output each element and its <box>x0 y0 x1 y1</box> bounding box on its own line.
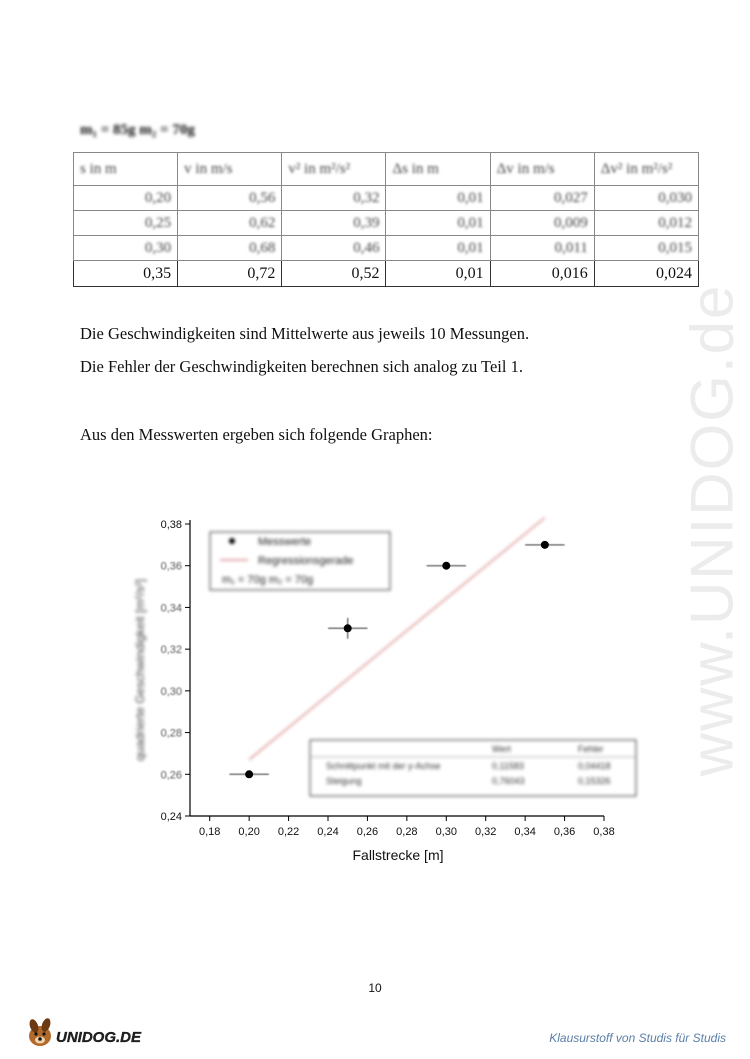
unidog-logo <box>24 1010 154 1050</box>
y-tick-label: 0,32 <box>160 644 182 657</box>
table-cell: 0,015 <box>594 236 698 261</box>
fit-results-table <box>310 740 636 796</box>
footer-tagline: Klausurstoff von Studis für Studis <box>549 1031 726 1045</box>
y-tick-label: 0,34 <box>160 602 182 615</box>
fit-row-value: 0,76043 <box>492 776 525 786</box>
y-axis-title: quadrierte Geschwindigkeit [m²/s²] <box>133 578 147 762</box>
table-cell: 0,39 <box>282 211 386 236</box>
chart-legend <box>210 532 390 590</box>
data-point-group <box>427 562 466 570</box>
dog-icon <box>28 1017 52 1046</box>
table-cell: 0,01 <box>386 261 490 287</box>
table-cell: 0,009 <box>490 211 594 236</box>
y-tick-label: 0,26 <box>160 769 182 782</box>
table-header: v in m/s <box>178 153 282 186</box>
x-axis-title: Fallstrecke [m] <box>352 847 444 863</box>
x-tick-label: 0,20 <box>238 826 260 838</box>
table-cell: 0,030 <box>594 186 698 211</box>
fit-header: Fehler <box>578 744 604 754</box>
table-cell: 0,01 <box>386 186 490 211</box>
paragraph-text: Die Fehler der Geschwindigkeiten berechnen sich analog zu Teil 1. <box>80 357 523 376</box>
table-cell: 0,25 <box>74 211 178 236</box>
fit-row-label: Schnittpunkt mit der y-Achse <box>326 761 441 771</box>
x-tick-label: 0,28 <box>396 826 418 838</box>
y-tick-label: 0,38 <box>160 519 182 531</box>
table-cell: 0,68 <box>178 236 282 261</box>
x-tick-label: 0,22 <box>277 826 300 838</box>
y-tick-label: 0,24 <box>160 811 182 823</box>
paragraph-text: Aus den Messwerten ergeben sich folgende Graphen: <box>80 425 433 444</box>
table-cell: 0,62 <box>178 211 282 236</box>
table-header: Δv in m/s <box>490 153 594 186</box>
watermark: www.UNIDOG.de <box>678 283 746 777</box>
x-tick-label: 0,18 <box>199 826 221 838</box>
y-tick-label: 0,30 <box>160 685 182 698</box>
x-tick-label: 0,24 <box>317 826 339 838</box>
table-cell: 0,011 <box>490 236 594 261</box>
x-tick-label: 0,36 <box>553 826 576 838</box>
page-number: 10 <box>368 981 382 995</box>
table-cell: 0,20 <box>74 186 178 211</box>
data-point-group <box>229 770 268 778</box>
data-point <box>442 562 450 570</box>
table-cell: 0,52 <box>282 261 386 287</box>
table-cell: 0,01 <box>386 211 490 236</box>
data-point <box>245 770 253 778</box>
x-tick-label: 0,38 <box>593 826 615 838</box>
x-tick-label: 0,34 <box>514 826 536 838</box>
data-point <box>344 624 352 632</box>
fit-row-error: 0,04418 <box>578 761 611 771</box>
x-tick-label: 0,32 <box>475 826 497 838</box>
paragraph-text: Die Geschwindigkeiten sind Mittelwerte aus jeweils 10 Messungen. <box>80 324 530 343</box>
fit-header: Wert <box>492 744 511 754</box>
table-cell: 0,012 <box>594 211 698 236</box>
data-point-group <box>525 541 564 549</box>
logo-text: UNIDOG.DE <box>56 1029 142 1046</box>
fit-row-value: 0,11583 <box>492 761 524 771</box>
x-tick-label: 0,30 <box>435 826 457 838</box>
data-point-group <box>328 618 367 639</box>
legend-note: m₁ = 70g m₂ = 70g <box>222 574 314 586</box>
table-cell: 0,56 <box>178 186 282 211</box>
table-cell: 0,027 <box>490 186 594 211</box>
table-cell: 0,35 <box>74 261 178 287</box>
x-tick-label: 0,26 <box>356 826 379 838</box>
table-header: v² in m²/s² <box>282 153 386 186</box>
table-cell: 0,46 <box>282 236 386 261</box>
legend-marker-points <box>229 538 235 544</box>
legend-label: Messwerte <box>258 536 312 548</box>
table-cell: 0,32 <box>282 186 386 211</box>
table-header: Δv² in m²/s² <box>594 153 698 186</box>
table-cell: 0,016 <box>490 261 594 287</box>
legend-label: Regressionsgerade <box>258 555 354 567</box>
fit-row-error: 0,15326 <box>578 776 611 786</box>
table-cell: 0,30 <box>74 236 178 261</box>
table-cell: 0,01 <box>386 236 490 261</box>
y-tick-label: 0,28 <box>160 727 182 740</box>
table-cell: 0,72 <box>178 261 282 287</box>
table-header: s in m <box>74 153 178 186</box>
data-point <box>541 541 549 549</box>
table-cell: 0,024 <box>594 261 698 287</box>
table-header: Δs in m <box>386 153 490 186</box>
masses-label: m₁ = 85g m₂ = 70g <box>80 122 195 138</box>
y-tick-label: 0,36 <box>160 560 182 573</box>
fit-row-label: Steigung <box>326 776 362 786</box>
